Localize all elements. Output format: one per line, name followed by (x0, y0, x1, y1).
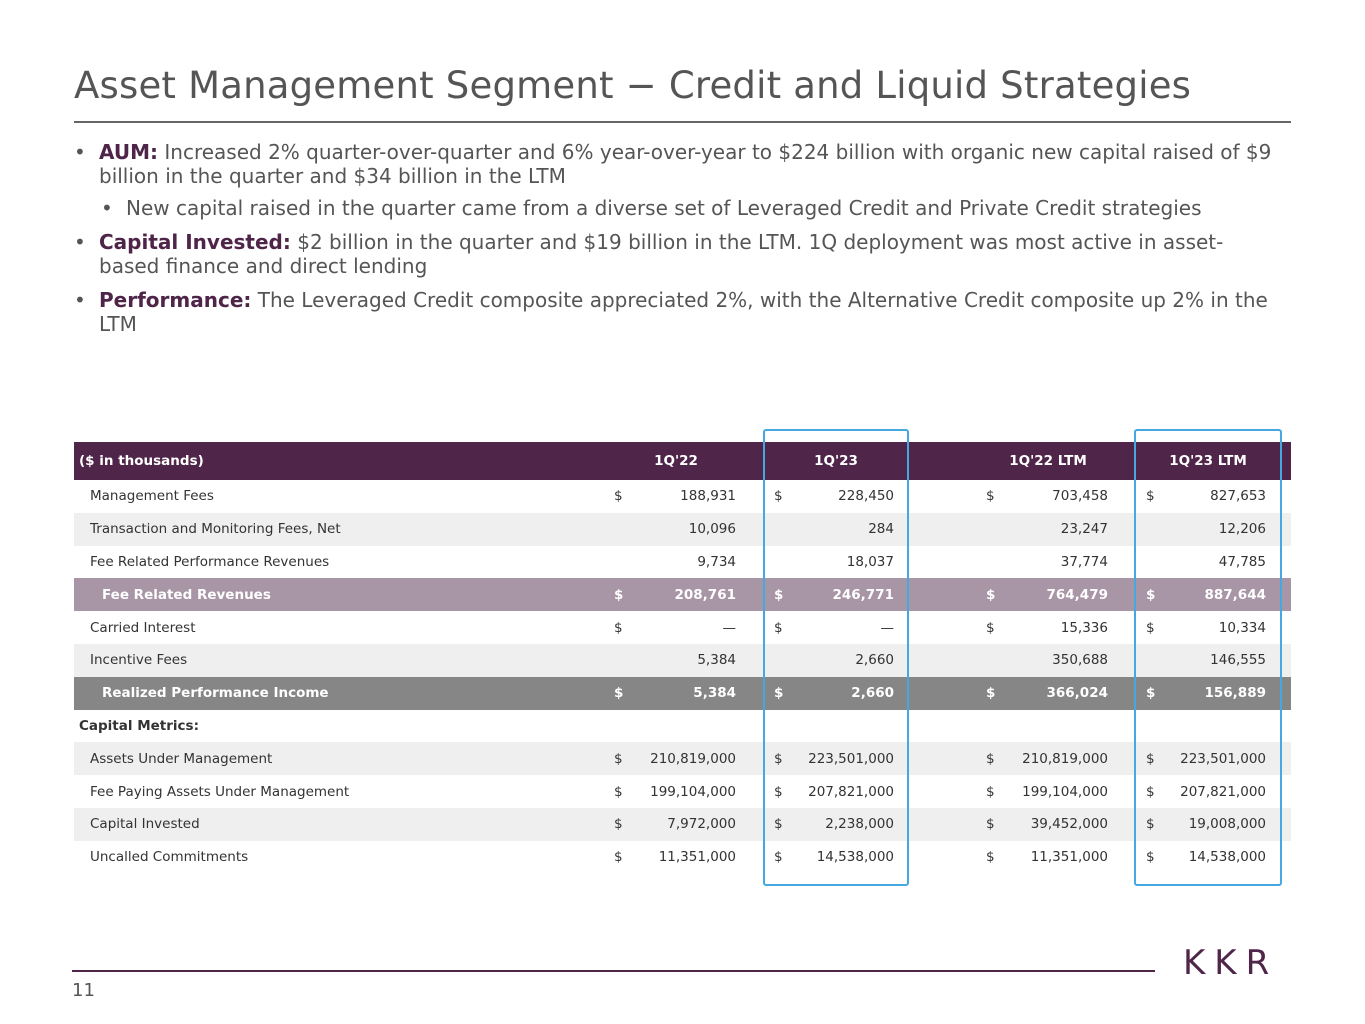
dollar-sign: $ (774, 586, 784, 603)
table-row (74, 742, 1291, 775)
cell-value: 156,889 (1204, 685, 1266, 702)
cell-value: 11,351,000 (658, 849, 736, 866)
row-label: Assets Under Management (90, 750, 273, 767)
row-label: Management Fees (90, 488, 214, 505)
page-number: 11 (72, 980, 95, 1001)
cell-value: 228,450 (838, 488, 894, 505)
cell-value: 199,104,000 (1022, 783, 1108, 800)
dollar-sign: $ (986, 619, 995, 636)
cell-value: 15,336 (1060, 619, 1108, 636)
cell-value: 284 (868, 521, 894, 538)
bullet-label: AUM: (99, 140, 159, 164)
bullet-text: New capital raised in the quarter came from a diverse set of Leveraged Credit and Private Credit strategies (126, 196, 1202, 220)
dollar-sign: $ (986, 750, 995, 767)
header-col-1q22: 1Q'22 (654, 453, 698, 469)
dollar-sign: $ (1146, 619, 1155, 636)
cell-value: — (722, 619, 736, 636)
cell-value: 2,238,000 (825, 816, 894, 833)
bullet-text: The Leveraged Credit composite appreciated 2%, with the Alternative Credit composite up 2% in the LTM (99, 288, 1268, 336)
cell-value: 223,501,000 (808, 750, 894, 767)
dollar-sign: $ (986, 849, 995, 866)
dollar-sign: $ (986, 783, 995, 800)
cell-value: 146,555 (1210, 652, 1266, 669)
dollar-sign: $ (1146, 816, 1155, 833)
row-label: Incentive Fees (90, 652, 188, 669)
bullet-label: Performance: (99, 288, 252, 312)
table-row (74, 644, 1291, 677)
dollar-sign: $ (614, 619, 623, 636)
cell-value: 210,819,000 (1022, 750, 1108, 767)
cell-value (978, 710, 1108, 743)
row-label: Realized Performance Income (102, 685, 329, 702)
cell-value: 207,821,000 (1180, 783, 1266, 800)
cell-value: 37,774 (1060, 553, 1108, 570)
header-col-1q22-ltm: 1Q'22 LTM (1009, 453, 1087, 469)
dollar-sign: $ (1146, 488, 1155, 505)
dollar-sign: $ (774, 619, 783, 636)
cell-value: 703,458 (1052, 488, 1108, 505)
cell-value: 7,972,000 (667, 816, 736, 833)
bullet-capital-invested (74, 230, 1274, 278)
dollar-sign: $ (1146, 783, 1155, 800)
cell-value: 366,024 (1046, 685, 1108, 702)
table-row (74, 546, 1291, 579)
table-row (74, 611, 1291, 644)
row-label: Fee Paying Assets Under Management (90, 783, 350, 800)
table-row (74, 513, 1291, 546)
dollar-sign: $ (986, 816, 995, 833)
dollar-sign: $ (774, 685, 784, 702)
cell-value: 19,008,000 (1188, 816, 1266, 833)
table-row (74, 710, 1291, 743)
table-row (74, 578, 1291, 611)
kkr-logo: KKR (1183, 943, 1279, 983)
table-header-row (74, 442, 1291, 480)
bullet-performance (74, 288, 1274, 336)
highlight-box-1q23-ltm (1134, 429, 1282, 886)
dollar-sign: $ (614, 586, 624, 603)
bullet-label: Capital Invested: (99, 230, 291, 254)
cell-value: 2,660 (855, 652, 894, 669)
cell-value: 2,660 (851, 685, 894, 702)
cell-value: 246,771 (832, 586, 894, 603)
header-col-1q23-ltm: 1Q'23 LTM (1169, 453, 1247, 469)
dollar-sign: $ (1146, 685, 1156, 702)
dollar-sign: $ (614, 849, 623, 866)
row-label: Fee Related Performance Revenues (90, 553, 330, 570)
row-label: Capital Invested (90, 816, 200, 833)
table-row (74, 480, 1291, 513)
bullet-text: $2 billion in the quarter and $19 billion in the LTM. 1Q deployment was most active in asset-based finance and direct lending (99, 230, 1224, 278)
row-label: Capital Metrics: (79, 717, 199, 734)
bullet-text: Increased 2% quarter-over-quarter and 6% year-over-year to $224 billion with organic new capital raised of $9 billion in the quarter and $34 billion in the LTM (99, 140, 1272, 188)
dollar-sign: $ (986, 685, 996, 702)
dollar-sign: $ (774, 849, 783, 866)
bullet-list (74, 140, 1274, 346)
cell-value: 14,538,000 (1188, 849, 1266, 866)
dollar-sign: $ (774, 783, 783, 800)
table-row (74, 775, 1291, 808)
cell-value: 350,688 (1052, 652, 1108, 669)
title-divider (74, 121, 1291, 123)
cell-value: 23,247 (1060, 521, 1108, 538)
dollar-sign: $ (614, 816, 623, 833)
header-label: ($ in thousands) (79, 453, 204, 469)
row-label: Fee Related Revenues (102, 586, 271, 603)
dollar-sign: $ (1146, 586, 1156, 603)
row-label: Transaction and Monitoring Fees, Net (90, 521, 341, 538)
cell-value: 10,334 (1218, 619, 1266, 636)
dollar-sign: $ (774, 488, 783, 505)
cell-value: 210,819,000 (650, 750, 736, 767)
financial-table (74, 442, 1291, 874)
cell-value: 47,785 (1218, 553, 1266, 570)
dollar-sign: $ (774, 816, 783, 833)
dollar-sign: $ (614, 488, 623, 505)
cell-value: 207,821,000 (808, 783, 894, 800)
row-label: Uncalled Commitments (90, 849, 249, 866)
dollar-sign: $ (986, 488, 995, 505)
cell-value: 10,096 (688, 521, 736, 538)
dollar-sign: $ (1146, 849, 1155, 866)
cell-value (606, 710, 736, 743)
header-col-1q23: 1Q'23 (814, 453, 858, 469)
footer-divider (72, 970, 1155, 972)
bullet-new-capital (101, 196, 1274, 220)
cell-value: 39,452,000 (1030, 816, 1108, 833)
table-row (74, 808, 1291, 841)
cell-value: 223,501,000 (1180, 750, 1266, 767)
cell-value: 14,538,000 (816, 849, 894, 866)
highlight-box-1q23 (763, 429, 909, 886)
bullet-aum (74, 140, 1274, 188)
dollar-sign: $ (614, 783, 623, 800)
cell-value: 18,037 (846, 553, 894, 570)
cell-value: 12,206 (1218, 521, 1266, 538)
cell-value: 5,384 (697, 652, 736, 669)
dollar-sign: $ (774, 750, 783, 767)
cell-value: 199,104,000 (650, 783, 736, 800)
dollar-sign: $ (614, 750, 623, 767)
cell-value: — (880, 619, 894, 636)
cell-value: 764,479 (1046, 586, 1108, 603)
cell-value: 9,734 (697, 553, 736, 570)
dollar-sign: $ (1146, 750, 1155, 767)
cell-value: 188,931 (680, 488, 736, 505)
cell-value: 11,351,000 (1030, 849, 1108, 866)
dollar-sign: $ (986, 586, 996, 603)
cell-value: 208,761 (674, 586, 736, 603)
page-title: Asset Management Segment − Credit and Liquid Strategies (74, 64, 1192, 107)
table-row (74, 677, 1291, 710)
cell-value: 827,653 (1210, 488, 1266, 505)
cell-value: 5,384 (693, 685, 736, 702)
table-row (74, 841, 1291, 874)
row-label: Carried Interest (90, 619, 196, 636)
dollar-sign: $ (614, 685, 624, 702)
cell-value: 887,644 (1204, 586, 1266, 603)
